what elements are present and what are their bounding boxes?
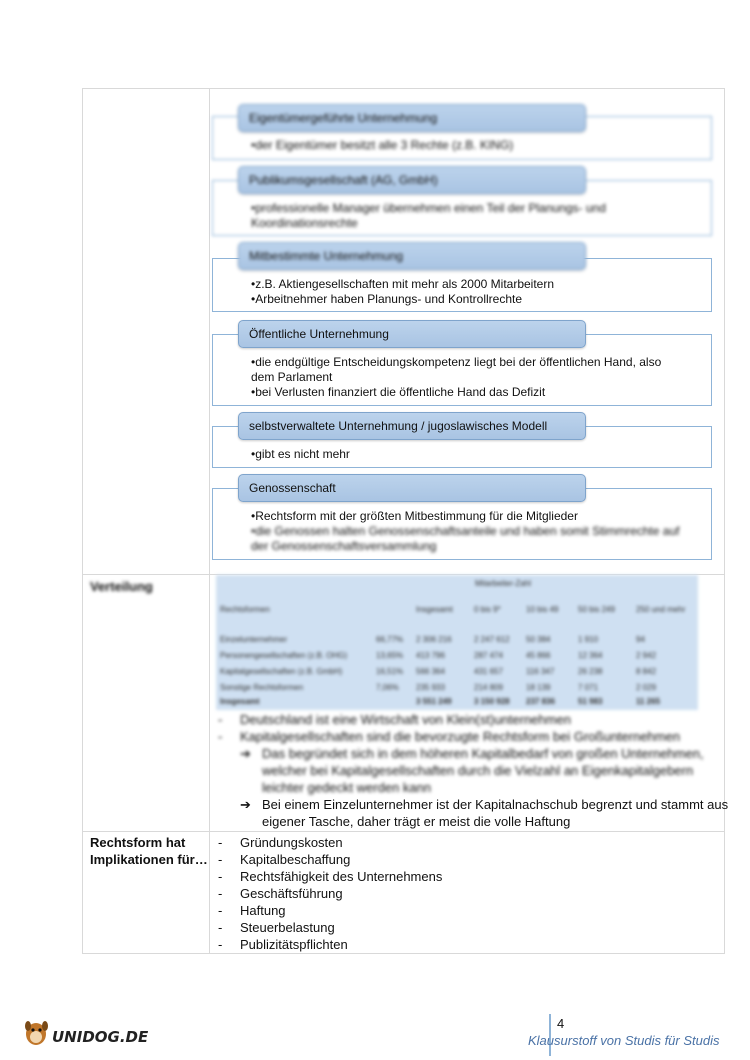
arrow-right-icon: ➔ <box>240 746 251 761</box>
card-text: •Rechtsform mit der größten Mitbestimmung für die Mitglieder •die Genossen halten Genossenschaftsanteile und haben somit Stimmrechte auf der Genossenschaftsversammlung <box>251 509 680 553</box>
arrow-note: ➔ Das begründet sich in dem höheren Kapitalbedarf von großen Unternehmen, welcher bei Kapitalgesellschaften durch die Vielzahl an Eigenkapitalgebern leichter gedeckt werden kann <box>240 746 704 795</box>
list-item: - Publizitätspflichten <box>218 937 348 952</box>
verteilung-notes <box>218 711 728 830</box>
list-item: - Haftung <box>218 903 286 918</box>
row-label-verteilung: Verteilung <box>90 579 153 594</box>
footer-claim: Klausurstoff von Studis für Studis <box>528 1033 720 1048</box>
page-number: 4 <box>557 1016 565 1031</box>
list-item: - Deutschland ist eine Wirtschaft von Klein(st)unternehmen <box>218 712 571 727</box>
card-text: •die endgültige Entscheidungskompetenz liegt bei der öffentlichen Hand, also dem Parlament •bei Verlusten finanziert die öffentliche Hand das Defizit <box>251 355 662 399</box>
card-text: •professionelle Manager übernehmen einen Teil der Planungs- und Koordinationsrechte <box>251 201 606 230</box>
arrow-right-icon: ➔ <box>240 797 251 812</box>
card-text: •der Eigentümer besitzt alle 3 Rechte (z.B. KING) <box>251 138 514 152</box>
list-item: - Rechtsfähigkeit des Unternehmens <box>218 869 443 884</box>
implications-list <box>218 834 442 953</box>
list-item: - Kapitalbeschaffung <box>218 852 351 867</box>
list-item: - Geschäftsführung <box>218 886 343 901</box>
table-column-divider <box>209 88 210 954</box>
row-label-implikationen: Rechtsform hat Implikationen für… <box>90 835 208 867</box>
list-item: - Steuerbelastung <box>218 920 335 935</box>
unidog-logo <box>22 1016 152 1048</box>
card-title: selbstverwaltete Unternehmung / jugoslawisches Modell <box>238 412 586 440</box>
distribution-table: Mitarbeiter-Zahl Rechtsformen Insgesamt 0 bis 9* 10 bis 49 50 bis 249 250 und mehr Einzelunternehmer 66,77% 2 306 216 2 247 612 50 384 1 910 94 Personengesellschaften (z.B. OHG) 13,65% 413 796 287 474 45 866 12 364 2 942 Kapitalgesellschaften (z.B. GmbH) 16,51% 566 364 431 657 116 347 26 238 8 842 Sonstige Rechtsformen 7,06% 235 933 214 809 18 139 7 071 2 029 Insgesamt 3 551 249 3 150 928 237 836 51 983 11 265 <box>216 575 698 710</box>
card-text: •z.B. Aktiengesellschaften mit mehr als 2000 Mitarbeitern •Arbeitnehmer haben Planungs- und Kontrollrechte <box>251 277 555 306</box>
svg-text:UNIDOG.DE: UNIDOG.DE <box>52 1028 149 1046</box>
list-item: - Gründungskosten <box>218 835 343 850</box>
card-title: Öffentliche Unternehmung <box>238 320 586 348</box>
card-title: Genossenschaft <box>238 474 586 502</box>
card-title: Publikumsgesellschaft (AG, GmbH) <box>238 166 586 194</box>
card-text: •gibt es nicht mehr <box>251 447 350 461</box>
list-item: - Kapitalgesellschaften sind die bevorzugte Rechtsform bei Großunternehmen <box>218 729 681 744</box>
table-row-divider <box>82 831 725 832</box>
table-group-header: Mitarbeiter-Zahl <box>475 579 532 588</box>
card-title: Eigentümergeführte Unternehmung <box>238 104 586 132</box>
arrow-note: ➔ Bei einem Einzelunternehmer ist der Kapitalnachschub begrenzt und stammt aus eigener Tasche, daher trägt er meist die volle Haftung <box>240 797 729 829</box>
card-title: Mitbestimmte Unternehmung <box>238 242 586 270</box>
